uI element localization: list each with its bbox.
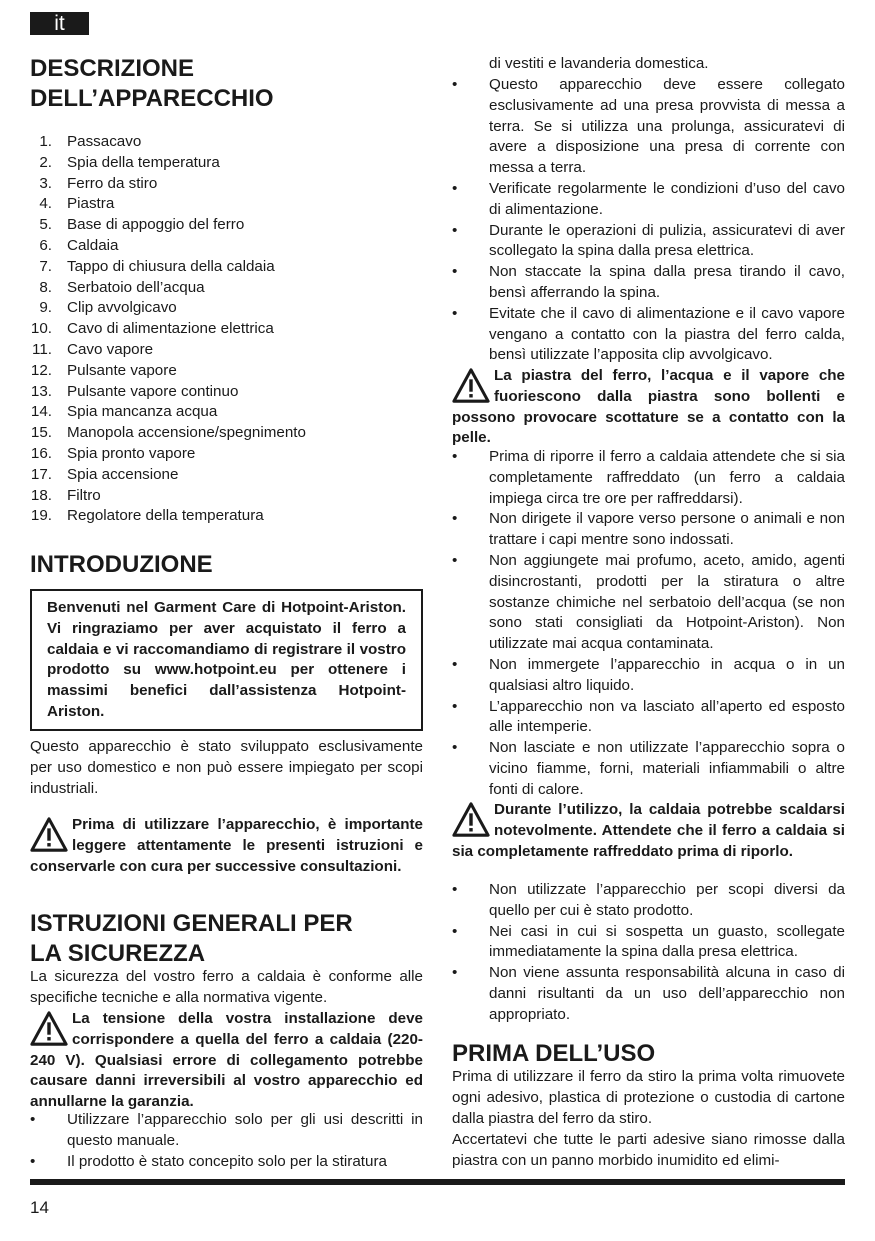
item-number: 8. <box>39 278 52 296</box>
item-number: 16. <box>30 444 52 462</box>
component-list-item <box>30 298 423 319</box>
bullet-item: • Non dirigete il vapore verso persone o animali e non trattare i capi mentre sono indossati. <box>452 509 845 551</box>
bullet-item: • Nei casi in cui si sospetta un guasto, scollegate immediatamente la spina dalla presa elettrica. <box>452 922 845 964</box>
safety-bullets-right-b <box>452 447 845 801</box>
footer-rule <box>30 1179 845 1185</box>
component-list-item <box>30 465 423 486</box>
item-label: Tappo di chiusura della caldaia <box>67 257 275 275</box>
voltage-warning: La tensione della vostra installazione deve corrispondere a quella del ferro a caldaia (220-240 V). Qualsiasi errore di collegamento potrebbe causare danni irreversibili al vostro apparecchio ed annullarne la garanzia. <box>30 1010 423 1111</box>
bullet-item: • Non viene assunta responsabilità alcuna in caso di danni risultanti da un uso dell’apparecchio non appropriato. <box>452 963 845 1025</box>
item-label: Ferro da stiro <box>67 174 158 192</box>
item-label: Passacavo <box>67 133 142 150</box>
bullet-item: • Non aggiungete mai profumo, aceto, amido, agenti disincrostanti, prodotti per la stiratura o altre sostanze chimiche nel serbatoio dell’acqua (se non sono stati consigliati da Hotpoint-Ariston). Non utilizzate mai acqua contaminata. <box>452 551 845 655</box>
item-label: Serbatoio dell’acqua <box>67 278 205 296</box>
safety-bullets-left <box>30 1110 423 1172</box>
item-number: 5. <box>39 216 52 234</box>
component-list-item <box>30 486 423 507</box>
component-list-item <box>30 236 423 257</box>
item-number: 12. <box>30 361 52 379</box>
item-number: 6. <box>39 236 52 254</box>
bullet-item: • Evitate che il cavo di alimentazione e il cavo vapore vengano a contatto con la piastra del ferro calda, bensì utilizzate l’apposita clip avvolgicavo. <box>452 304 845 366</box>
prima-uso-paragraph-1: Prima di utilizzare il ferro da stiro la prima volta rimuovete ogni adesivo, plastica di protezione o custodia di cartone dalla piastra del ferro da stiro. <box>452 1068 845 1127</box>
component-list-item <box>30 506 423 527</box>
item-label: Spia pronto vapore <box>67 444 196 462</box>
item-label: Manopola accensione/spegnimento <box>67 424 306 442</box>
introduzione-title: INTRODUZIONE <box>30 551 213 578</box>
safety-bullets-right-c <box>452 880 845 1026</box>
item-label: Cavo vapore <box>67 340 154 358</box>
component-list-item <box>30 444 423 465</box>
item-number: 3. <box>39 174 52 192</box>
bullet-item: • L’apparecchio non va lasciato all’aperto ed esposto alle intemperie. <box>452 697 845 739</box>
item-number: 17. <box>30 465 52 483</box>
item-number: 11. <box>32 340 52 358</box>
sicurezza-paragraph: La sicurezza del vostro ferro a caldaia è conforme alle specifiche tecniche e alla normativa vigente. <box>30 968 423 1006</box>
prima-uso-title: PRIMA DELL’USO <box>452 1040 656 1067</box>
safety-bullets-right-a <box>452 75 845 366</box>
item-number: 1. <box>39 133 52 150</box>
warning-icon <box>30 1010 68 1048</box>
component-list-item <box>30 423 423 444</box>
component-list-item <box>30 361 423 382</box>
bullet-item: • Non staccate la spina dalla presa tirando il cavo, bensì afferrando la spina. <box>452 262 845 304</box>
page-number: 14 <box>30 1198 49 1217</box>
warning-icon <box>452 367 490 405</box>
component-list-item <box>30 402 423 423</box>
component-list-item <box>30 194 423 215</box>
item-number: 15. <box>30 424 52 442</box>
component-list <box>30 132 423 527</box>
item-label: Pulsante vapore continuo <box>67 382 239 400</box>
item-label: Spia mancanza acqua <box>67 403 218 421</box>
prima-uso-paragraph-2: Accertatevi che tutte le parti adesive siano rimosse dalla piastra con un panno morbido inumidito ed elimi- <box>452 1131 845 1169</box>
intro-paragraph: Questo apparecchio è stato sviluppato esclusivamente per uso domestico e non può essere impiegato per scopi industriali. <box>30 738 423 797</box>
bullet-item: • Utilizzare l’apparecchio solo per gli usi descritti in questo manuale. <box>30 1110 423 1152</box>
bullet-item: • Prima di riporre il ferro a caldaia attendete che si sia completamente raffreddato (un ferro a caldaia impiega circa tre ore per raffreddarsi). <box>452 447 845 509</box>
sicurezza-title: ISTRUZIONI GENERALI PER LA SICUREZZA <box>30 910 353 967</box>
intro-warning: Prima di utilizzare l’apparecchio, è importante leggere attentamente le presenti istruzioni e conservarle con cura per successive consultazioni. <box>30 816 423 875</box>
bullet-item: • Non immergete l’apparecchio in acqua o in un qualsiasi altro liquido. <box>452 655 845 697</box>
continuation-text: di vestiti e lavanderia domestica. <box>489 55 709 72</box>
item-number: 9. <box>39 299 52 317</box>
warning-icon <box>30 816 68 854</box>
component-list-item <box>30 174 423 195</box>
boiler-heat-warning: Durante l’utilizzo, la caldaia potrebbe scaldarsi notevolmente. Attendete che il ferro a caldaia si sia completamente raffreddato prima di riporlo. <box>452 801 845 860</box>
item-label: Piastra <box>67 195 115 213</box>
component-list-item <box>30 382 423 403</box>
hot-plate-warning: La piastra del ferro, l’acqua e il vapore che fuoriescono dalla piastra sono bollenti e possono provocare scottature se a contatto con la pelle. <box>452 367 845 447</box>
item-label: Clip avvolgicavo <box>67 299 177 317</box>
item-number: 2. <box>39 153 52 171</box>
warning-icon <box>452 801 490 839</box>
item-number: 19. <box>30 507 52 525</box>
item-label: Pulsante vapore <box>67 361 177 379</box>
item-label: Caldaia <box>67 236 119 254</box>
component-list-item <box>30 132 423 153</box>
item-number: 10. <box>30 320 52 338</box>
item-label: Base di appoggio del ferro <box>67 216 245 234</box>
item-label: Filtro <box>67 486 101 504</box>
item-label: Spia della temperatura <box>67 153 220 171</box>
component-list-item <box>30 340 423 361</box>
language-tab: it <box>30 12 89 35</box>
component-list-item <box>30 278 423 299</box>
descrizione-title: DESCRIZIONE DELL’APPARECCHIO <box>30 55 274 112</box>
welcome-box: Benvenuti nel Garment Care di Hotpoint-Ariston. Vi ringraziamo per aver acquistato il ferro a caldaia e vi raccomandiamo di registrare il vostro prodotto su www.hotpoint.eu per ottenere i massimi benefici dall’assistenza Hotpoint-Ariston. <box>30 589 423 731</box>
item-label: Regolatore della temperatura <box>67 507 264 525</box>
component-list-item <box>30 319 423 340</box>
bullet-item: • Non lasciate e non utilizzate l’apparecchio sopra o vicino fiamme, forni, materiali infiammabili o altre fonti di calore. <box>452 738 845 800</box>
component-list-item <box>30 257 423 278</box>
bullet-item: • Non utilizzate l’apparecchio per scopi diversi da quello per cui è stato prodotto. <box>452 880 845 922</box>
component-list-item <box>30 153 423 174</box>
item-number: 13. <box>30 382 52 400</box>
item-number: 4. <box>39 195 52 213</box>
item-number: 14. <box>30 403 52 421</box>
item-label: Spia accensione <box>67 465 179 483</box>
bullet-item: • Verificate regolarmente le condizioni d’uso del cavo di alimentazione. <box>452 179 845 221</box>
item-number: 7. <box>39 257 52 275</box>
bullet-item: • Durante le operazioni di pulizia, assicuratevi di aver scollegato la spina dalla presa elettrica. <box>452 221 845 263</box>
bullet-item: • Il prodotto è stato concepito solo per la stiratura <box>30 1152 423 1173</box>
item-label: Cavo di alimentazione elettrica <box>67 320 274 338</box>
component-list-item <box>30 215 423 236</box>
bullet-item: • Questo apparecchio deve essere collegato esclusivamente ad una presa provvista di messa a terra. Se si utilizza una prolunga, assicuratevi di avere a disposizione una presa di corrente con messa a terra. <box>452 75 845 179</box>
item-number: 18. <box>30 486 52 504</box>
